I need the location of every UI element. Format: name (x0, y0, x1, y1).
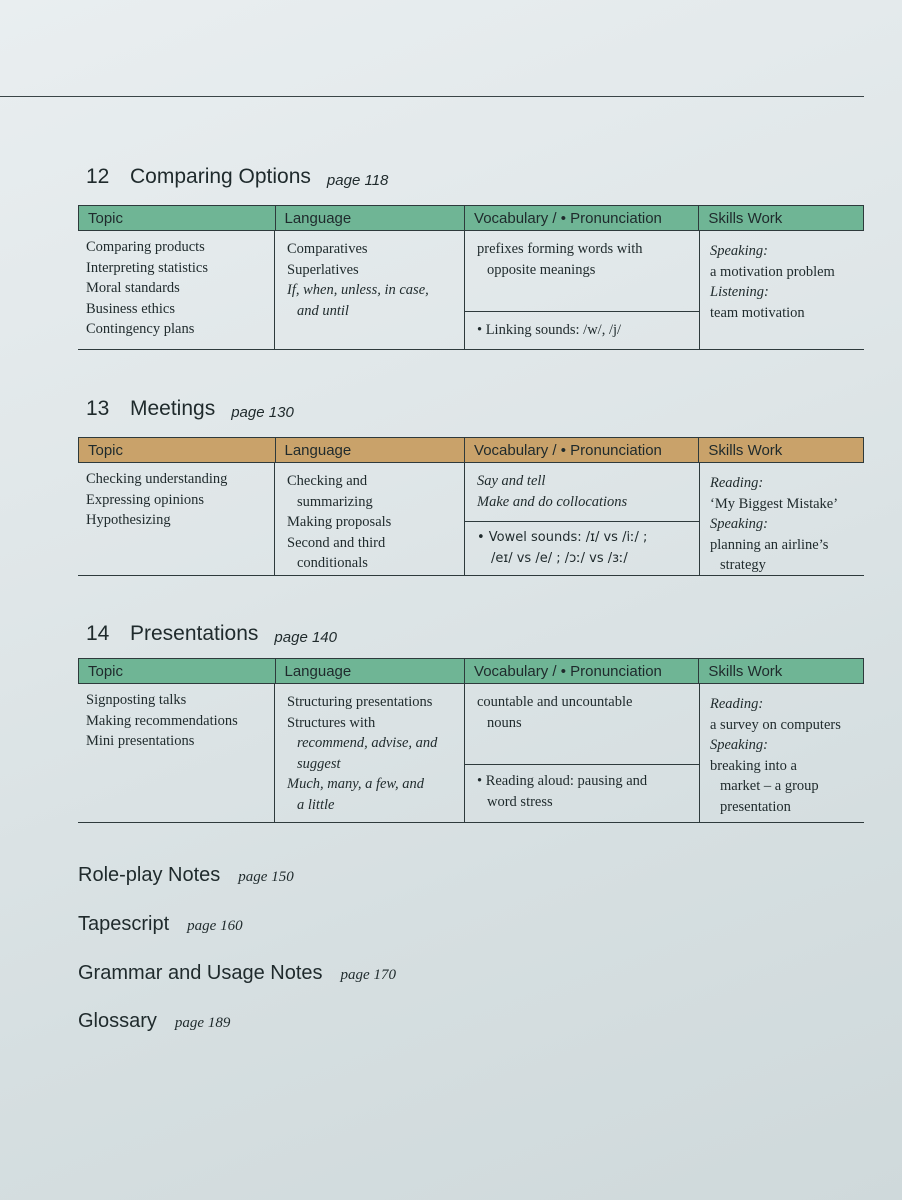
skills-item: presentation (720, 798, 791, 815)
vocabulary-item: countable and uncountable (477, 694, 633, 710)
vocabulary-cell (465, 231, 700, 349)
skills-cell (700, 684, 864, 822)
topic-item: Contingency plans (86, 321, 195, 337)
topic-item: Expressing opinions (86, 491, 205, 508)
extra-title: Grammar and Usage Notes (78, 962, 323, 984)
section-13 (78, 397, 864, 576)
section-number: 13 (86, 397, 110, 420)
skills-item: team motivation (710, 304, 805, 321)
topic-item: Interpreting statistics (86, 259, 209, 276)
language-item: summarizing (297, 493, 373, 510)
skills-cell (700, 463, 864, 575)
pronunciation-part (465, 312, 699, 347)
header-vocabulary: Vocabulary / • Pronunciation (465, 438, 699, 462)
table-body (78, 684, 864, 823)
skills-item: strategy (720, 557, 766, 573)
unit-table (78, 658, 864, 823)
pronunciation-item: word stress (487, 793, 553, 810)
page-ref: page 118 (326, 172, 389, 189)
language-item: conditionals (297, 555, 368, 571)
vocabulary-part (465, 463, 699, 522)
header-language: Language (276, 206, 466, 230)
header-topic: Topic (79, 438, 276, 462)
skills-cell (700, 231, 864, 349)
topic-cell (78, 684, 275, 822)
language-item: If, when, unless, in case, (287, 282, 429, 298)
language-cell (275, 231, 465, 349)
page-ref: page 189 (174, 1015, 231, 1031)
topic-item: Comparing products (86, 239, 205, 255)
pronunciation-item: • Vowel sounds: /ɪ/ vs /iː/ ; (477, 530, 648, 545)
header-language: Language (276, 438, 466, 462)
vocabulary-cell (465, 463, 700, 575)
language-item: Checking and (287, 473, 368, 489)
language-item: Structures with (287, 714, 376, 731)
language-item: Comparatives (287, 241, 368, 257)
language-item: Superlatives (287, 261, 359, 278)
topic-item: Moral standards (86, 280, 180, 296)
header-skills: Skills Work (708, 442, 783, 459)
vocabulary-part (465, 231, 699, 312)
skills-item: ‘My Biggest Mistake’ (710, 495, 839, 512)
page-ref: page 130 (231, 404, 294, 421)
extra-grammar-notes (78, 962, 396, 985)
section-header (78, 165, 864, 201)
language-item: a little (297, 796, 335, 813)
pronunciation-item: • Reading aloud: pausing and (477, 773, 648, 789)
vocabulary-item: opposite meanings (487, 261, 596, 278)
topic-item: Making recommendations (86, 712, 238, 729)
page-ref: page 170 (340, 967, 396, 983)
vocabulary-part (465, 684, 699, 765)
skills-item: Speaking: (710, 737, 768, 753)
extra-title: Tapescript (78, 913, 170, 935)
topic-item: Signposting talks (86, 692, 187, 708)
topic-item: Checking understanding (86, 471, 228, 487)
section-14 (78, 622, 864, 823)
vocabulary-cell (465, 684, 700, 822)
section-number: 14 (86, 622, 110, 645)
topic-cell (78, 463, 275, 575)
vocabulary-item: Make and do collocations (477, 493, 628, 510)
language-item: Making proposals (287, 514, 392, 530)
table-body (78, 463, 864, 576)
skills-item: market – a group (720, 778, 819, 794)
topic-item: Mini presentations (86, 733, 195, 749)
table-header (78, 437, 864, 463)
page-ref: page 140 (274, 629, 337, 646)
header-vocabulary: Vocabulary / • Pronunciation (465, 206, 699, 230)
header-topic: Topic (79, 206, 276, 230)
section-header (78, 397, 864, 433)
page-ref: page 160 (187, 918, 243, 934)
skills-item: Speaking: (710, 243, 768, 259)
section-title: Comparing Options page 118 (130, 165, 389, 189)
header-topic: Topic (79, 659, 276, 683)
top-rule (0, 96, 864, 97)
language-item: recommend, advise, and (297, 735, 438, 751)
skills-item: Listening: (710, 284, 769, 300)
extra-title: Glossary (78, 1010, 157, 1032)
language-item: suggest (297, 755, 341, 772)
extra-tapescript (78, 913, 243, 936)
section-header (78, 622, 864, 658)
topic-cell (78, 231, 275, 349)
extra-glossary (78, 1010, 230, 1033)
header-skills: Skills Work (708, 210, 783, 227)
vocabulary-item: prefixes forming words with (477, 241, 643, 257)
section-title: Meetings page 130 (130, 397, 294, 421)
extra-role-play-notes (78, 864, 294, 887)
table-header (78, 205, 864, 231)
topic-item: Business ethics (86, 300, 176, 317)
section-number: 12 (86, 165, 110, 188)
language-item: and until (297, 302, 349, 319)
unit-table (78, 205, 864, 350)
skills-item: Reading: (710, 475, 764, 491)
skills-item: Speaking: (710, 516, 768, 532)
table-header (78, 658, 864, 684)
table-body (78, 231, 864, 350)
page-ref: page 150 (238, 869, 294, 885)
extra-title: Role-play Notes (78, 864, 221, 886)
language-item: Second and third (287, 534, 386, 551)
language-cell (275, 463, 465, 575)
pronunciation-part (465, 522, 699, 575)
section-12 (78, 165, 864, 350)
skills-item: planning an airline’s (710, 536, 829, 553)
pronunciation-item: /eɪ/ vs /e/ ; /ɔː/ vs /ɜː/ (491, 550, 628, 566)
skills-item: a motivation problem (710, 263, 835, 280)
skills-item: breaking into a (710, 757, 797, 774)
pronunciation-part (465, 765, 699, 818)
vocabulary-item: Say and tell (477, 473, 546, 489)
topic-item: Hypothesizing (86, 512, 171, 528)
language-cell (275, 684, 465, 822)
section-title: Presentations page 140 (130, 622, 337, 646)
vocabulary-item: nouns (487, 714, 522, 731)
pronunciation-item: • Linking sounds: /w/, /j/ (477, 322, 622, 338)
language-item: Much, many, a few, and (287, 776, 425, 792)
header-skills: Skills Work (708, 663, 783, 680)
header-language: Language (276, 659, 466, 683)
skills-item: Reading: (710, 696, 764, 712)
skills-item: a survey on computers (710, 716, 841, 733)
unit-table (78, 437, 864, 576)
header-vocabulary: Vocabulary / • Pronunciation (465, 659, 699, 683)
language-item: Structuring presentations (287, 694, 433, 710)
